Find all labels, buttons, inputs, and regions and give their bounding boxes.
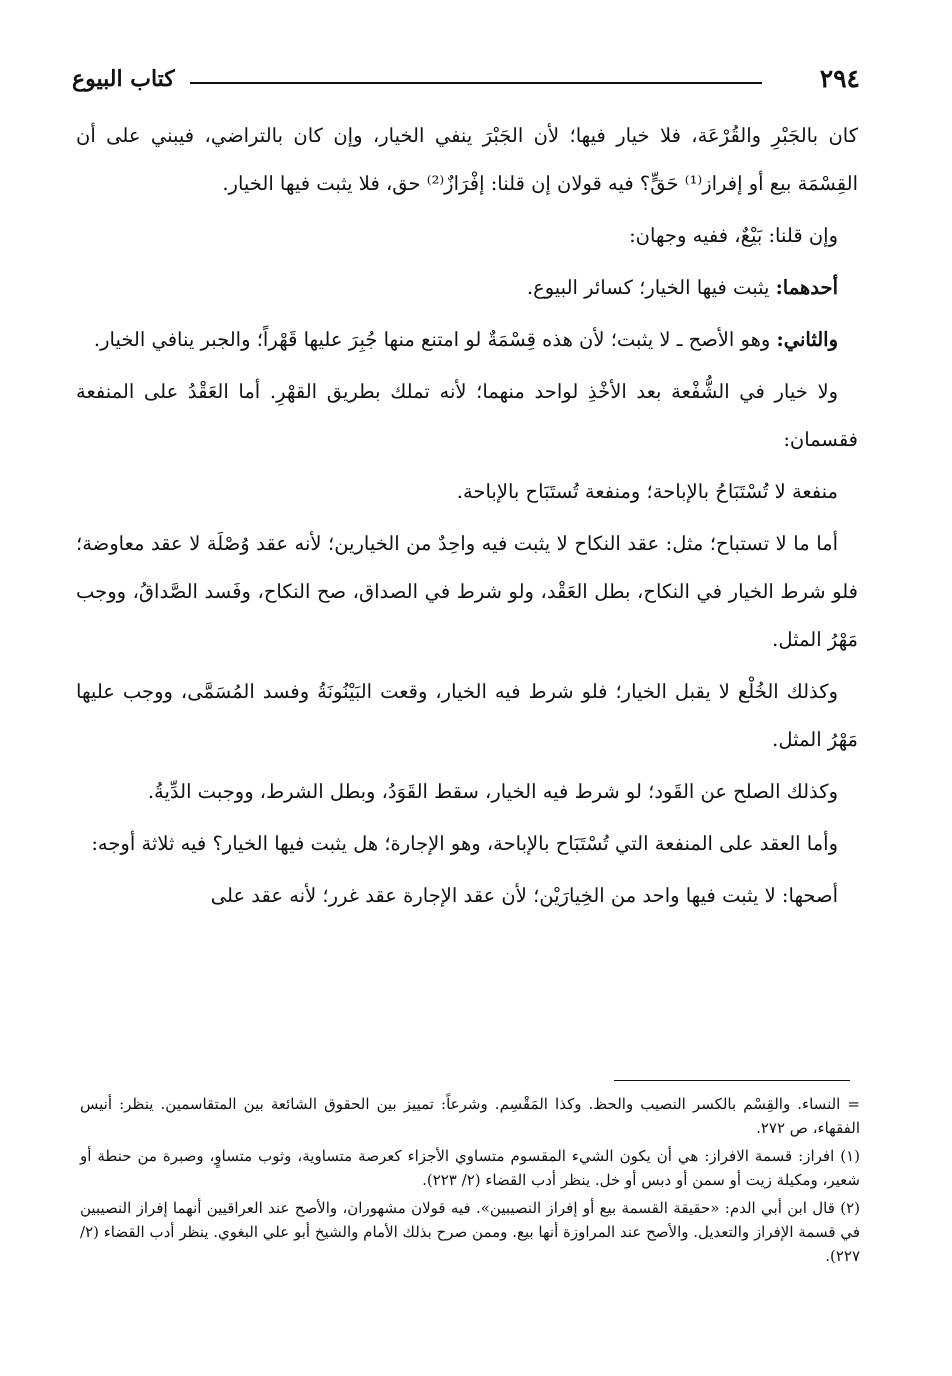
footnote: = النساء. والقِسْم بالكسر النصيب والحظ. وكذا المَقْسِم. وشرعاً: تمييز بين الحقوق الشائعة بين المتقاسمين. ينظر: أنيس الفقهاء، ص ٢٧٢. (80, 1095, 860, 1137)
footnote-separator (614, 1080, 850, 1081)
paragraph: أصحها: لا يثبت فيها واحد من الخِيارَيْن؛ لأن عقد الإجارة عقد غرر؛ لأنه عقد على (210, 884, 838, 907)
paragraph-lead: أحدهما: (775, 276, 838, 299)
paragraph: وكذلك الخُلْع لا يقبل الخيار؛ فلو شرط فيه الخيار، وقعت البَيْنُونَةُ وفسد المُسَمَّى، ووجب عليها مَهْرُ المثل. (76, 680, 858, 751)
header-rule (190, 82, 762, 84)
page-header (72, 58, 860, 108)
footnotes (80, 1092, 860, 1272)
page-number: ٢٩٤ (819, 64, 860, 93)
footnote: (٢) قال ابن أبي الدم: «حقيقة القسمة بيع أو إفراز النصيبين». فيه قولان مشهوران، والأصح عند العراقيين أنهما إفراز النصيبين في قسمة الإفراز والتعديل. والأصح عند المراوزة أنها بيع. وممن صرح بذلك الأمام والشيخ أبو علي البغوي. ينظر أدب القضاء (٢/ ٢٢٧). (80, 1199, 860, 1265)
paragraph: أما ما لا تستباح؛ مثل: عقد النكاح لا يثبت فيه واحِدٌ من الخيارين؛ لأنه عقد وُصْلَة لا عقد معاوضة؛ فلو شرط الخيار في النكاح، بطل العَقْد، ولو شرط في الصداق، صح النكاح، وفَسد الصَّداقُ، ووجب مَهْرُ المثل. (76, 532, 858, 651)
paragraph-text: وهو الأصح ـ لا يثبت؛ لأن هذه قِسْمَةٌ لو امتنع منها جُبِرَ عليها قَهْراً؛ والجبر ينافي الخيار. (93, 328, 777, 351)
paragraph-lead: والثاني: (776, 328, 838, 351)
paragraph: كان بالجَبْرِ والقُرْعَة، فلا خيار فيها؛ لأن الجَبْرَ ينفي الخيار، وإن كان بالتراضي، فيبني على أن القِسْمَة بيع أو إفراز⁽¹⁾ حَقٍّ؟ فيه قولان إن قلنا: إفْرَازٌ⁽²⁾ حق، فلا يثبت فيها الخيار. (76, 124, 858, 195)
paragraph: وإن قلنا: بَيْعٌ، ففيه وجهان: (629, 224, 838, 247)
paragraph (76, 316, 858, 364)
footnote: (١) افراز: قسمة الافراز: هي أن يكون الشيء المقسوم متساوي الأجزاء كعرصة متساوية، وثوب متساوٍ، وصبرة من حنطة أو شعير، ومكيلة زيت أو سمن أو دبس أو خل. ينظر أدب القضاء (٢/ ٢٢٣). (80, 1147, 860, 1189)
paragraph-text: يثبت فيها الخيار؛ كسائر البيوع. (526, 276, 776, 299)
running-title: كتاب البيوع (72, 66, 175, 92)
main-text (76, 112, 858, 924)
paragraph: وأما العقد على المنفعة التي تُسْتَبَاح بالإباحة، وهو الإجارة؛ هل يثبت فيها الخيار؟ فيه ثلاثة أوجه: (91, 832, 838, 855)
paragraph (76, 264, 858, 312)
paragraph: ولا خيار في الشُّفْعة بعد الأخْذِ لواحد منهما؛ لأنه تملك بطريق القهْرِ. أما العَقْدُ على المنفعة فقسمان: (76, 380, 858, 451)
paragraph: وكذلك الصلح عن القَود؛ لو شرط فيه الخيار، سقط القَوَدُ، وبطل الشرط، ووجبت الدِّيةُ. (147, 780, 838, 803)
paragraph: منفعة لا تُسْتَبَاحُ بالإباحة؛ ومنفعة تُستَبَاح بالإباحة. (456, 480, 838, 503)
